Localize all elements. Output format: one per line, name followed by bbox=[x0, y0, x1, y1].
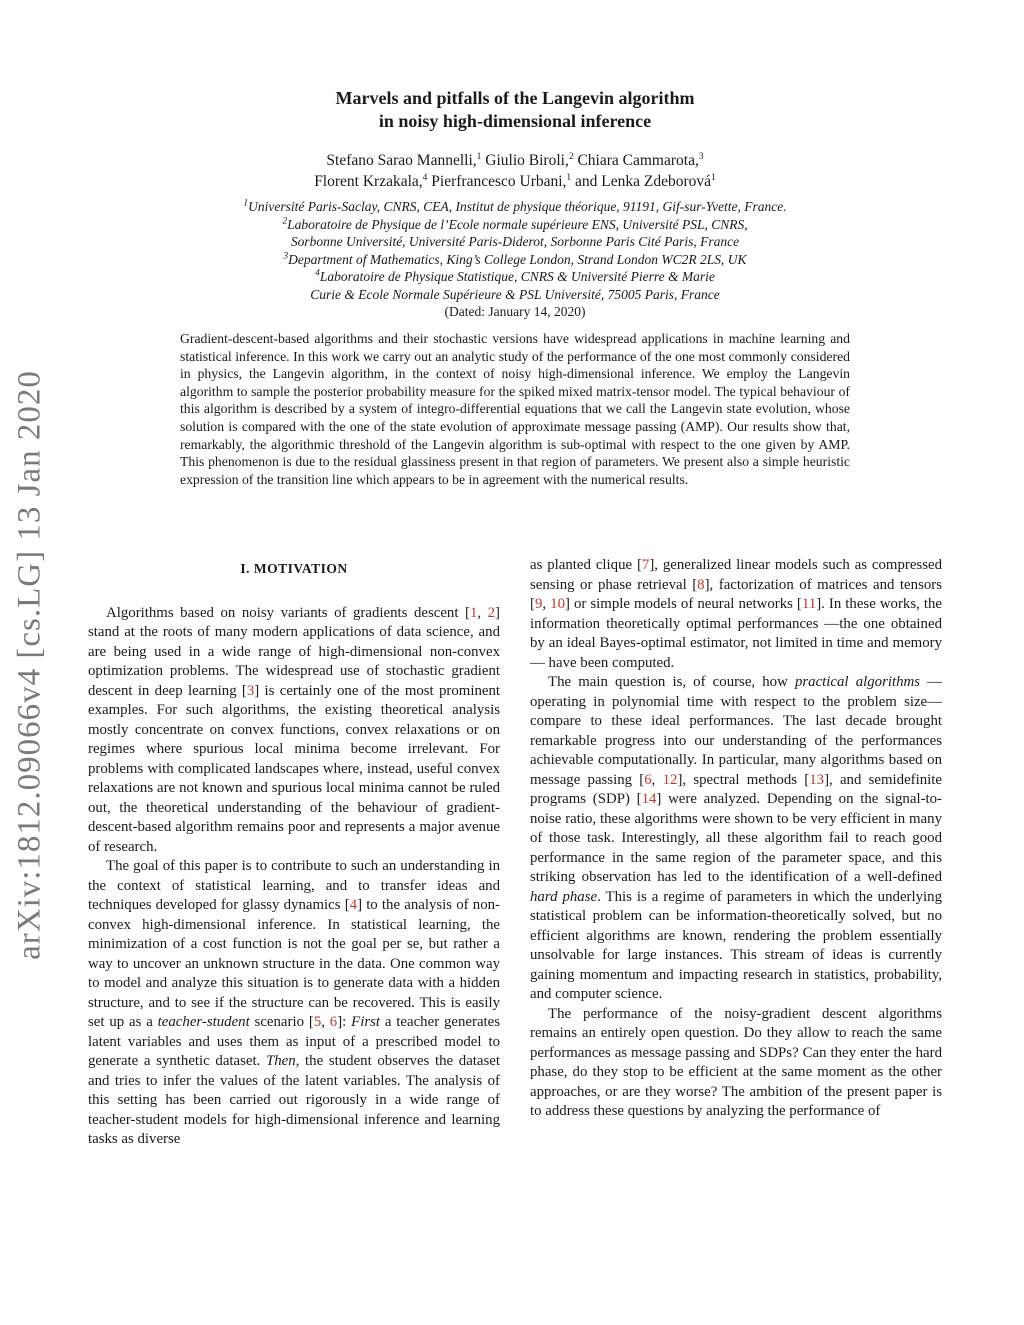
paragraph: The performance of the noisy-gradient descent algorithms remains an entirely open question. Do they allow to reach the same performances as message passing and SDPs? Can they enter the hard phase, do they stop to be efficient at the same moment as the other approaches, or are they worse? The ambition of the present paper is to address these questions by analyzing the performance of bbox=[530, 1005, 942, 1119]
text-run: The goal of this paper is to contribute to such an understanding in the context of statistical learning, and to transfer ideas and techniques developed for glassy dynamics [ bbox=[88, 858, 500, 913]
affiliation-text: Laboratoire de Physique Statistique, CNRS & Université Pierre & Marie bbox=[319, 269, 715, 284]
text-run: ]: bbox=[337, 1014, 352, 1030]
right-column bbox=[530, 556, 942, 1122]
citation-link[interactable]: 7 bbox=[641, 557, 650, 573]
citation-link[interactable]: 1 bbox=[469, 604, 478, 621]
affiliation-4 bbox=[150, 268, 880, 286]
text-run: —operating in polynomial time with respect to the problem size— compare to these ideal performances. The last decade brought remarkable progress into our understanding of the performances achievable computationally. In particular, many algorithms based on message passing [ bbox=[530, 674, 943, 788]
citation-link[interactable]: 4 bbox=[349, 897, 358, 913]
author-affil-mark: 1 bbox=[476, 151, 482, 162]
author-affil-mark: 1 bbox=[711, 172, 716, 183]
author-line-2 bbox=[150, 171, 880, 192]
author-name: Giulio Biroli, bbox=[481, 152, 569, 169]
arxiv-identifier bbox=[0, 365, 60, 965]
arxiv-id-text: arXiv:1812.09066v4 [cs.LG] 13 Jan 2020 bbox=[11, 370, 48, 960]
citation-link[interactable]: 13 bbox=[809, 771, 825, 788]
author-affil-mark: 1 bbox=[566, 172, 572, 183]
affiliation-mark: 3 bbox=[283, 251, 289, 261]
text-run: , bbox=[651, 771, 663, 788]
citation-link[interactable]: 6 bbox=[329, 1014, 338, 1030]
affiliation-text: Université Paris-Saclay, CNRS, CEA, Institut de physique théorique, 91191, Gif-sur-Yvette, France. bbox=[248, 199, 787, 214]
affiliation-3 bbox=[150, 251, 880, 269]
abstract: Gradient-descent-based algorithms and their stochastic versions have widespread applications in machine learning and statistical inference. In this work we carry out an analytic study of the performance of the one most commonly considered in physics, the Langevin algorithm, in the context of noisy high-dimensional inference. We employ the Langevin algorithm to sample the posterior probability measure for the spiked mixed matrix-tensor model. The typical behaviour of this algorithm is described by a system of integro-differential equations that we call the Langevin state evolution, whose solution is compared with the one of the state evolution of approximate message passing (AMP). Our results show that, remarkably, the algorithmic threshold of the Langevin algorithm is sub-optimal with respect to the one given by AMP. This phenomenon is due to the residual glassiness present in that region of parameters. We present also a simple heuristic expression of the transition line which appears to be in agreement with the numerical results. bbox=[180, 331, 850, 487]
text-run: ] stand at the roots of many modern applications of data science, and are being used in a wide range of high-dimensional non-convex optimization problems. The widespread use of stochastic gradient descent in deep learning [ bbox=[88, 604, 500, 699]
author-name: Stefano Sarao Mannelli, bbox=[326, 152, 477, 169]
author-line-1 bbox=[150, 150, 880, 171]
date-line: (Dated: January 14, 2020) bbox=[444, 304, 586, 319]
affiliation-4-cont: Curie & Ecole Normale Supérieure & PSL Université, 75005 Paris, France bbox=[310, 286, 720, 302]
paragraph bbox=[88, 857, 500, 1150]
emphasis: First bbox=[351, 1014, 381, 1030]
author-affil-mark: 2 bbox=[568, 151, 574, 162]
affiliations bbox=[150, 198, 880, 303]
emphasis: practical algorithms bbox=[794, 674, 921, 690]
affiliation-mark: 1 bbox=[243, 198, 249, 209]
text-run: ] were analyzed. Depending on the signal-to-noise ratio, these algorithms were shown to be very efficient in many of those task. Interestingly, all these algorithm fail to reach good performance in the same region of the parameter space, and this striking observation has led to the identification of a well-defined bbox=[530, 791, 943, 885]
text-run: ]. In these works, the information theoretically optimal performances —the one obtained by an ideal Bayes-optimal estimator, not limited in time and memory— have been computed. bbox=[530, 596, 943, 671]
citation-link[interactable]: 6 bbox=[644, 771, 652, 788]
citation-link[interactable]: 8 bbox=[697, 576, 705, 593]
paragraph bbox=[88, 604, 500, 858]
text-run: , bbox=[477, 604, 488, 621]
author-affil-mark: 4 bbox=[422, 172, 428, 183]
text-run: , the student observes the dataset and tries to infer the values of the latent variables. The analysis of this setting has been carried out rigorously in a wide range of teacher-student models for high-dimensional inference and learning tasks as diverse bbox=[88, 1053, 500, 1147]
citation-link[interactable]: 2 bbox=[487, 604, 496, 621]
text-run: scenario [ bbox=[249, 1014, 314, 1030]
text-run: ] or simple models of neural networks [ bbox=[564, 596, 802, 612]
author-list bbox=[150, 150, 880, 192]
citation-link[interactable]: 11 bbox=[801, 596, 817, 612]
author-name: Florent Krzakala, bbox=[314, 173, 423, 190]
left-column bbox=[88, 556, 500, 1150]
citation-link[interactable]: 14 bbox=[641, 791, 657, 807]
text-run: a teacher generates latent variables and uses them as input of a prescribed model to generate a synthetic dataset. bbox=[88, 1014, 501, 1069]
text-run: ], generalized linear models such as compressed sensing or phase retrieval [ bbox=[530, 557, 942, 593]
author-name: Pierfrancesco Urbani, bbox=[427, 173, 567, 190]
affiliation-text: Laboratoire de Physique de l’Ecole normale supérieure ENS, Université PSL, CNRS, bbox=[287, 216, 748, 232]
title-line-1: Marvels and pitfalls of the Langevin algorithm bbox=[335, 88, 695, 108]
affiliation-mark: 2 bbox=[282, 216, 288, 226]
paragraph bbox=[530, 556, 942, 673]
text-run: ], and semidefinite programs (SDP) [ bbox=[530, 771, 942, 807]
text-run: , bbox=[542, 596, 551, 612]
paper-title bbox=[180, 87, 850, 133]
affiliation-mark: 4 bbox=[315, 268, 320, 279]
title-line-2: in noisy high-dimensional inference bbox=[378, 111, 652, 131]
text-run: The main question is, of course, how bbox=[548, 674, 795, 690]
affiliation-text: Department of Mathematics, King’s College London, Strand London WC2R 2LS, UK bbox=[288, 251, 747, 267]
paragraph bbox=[530, 673, 942, 1005]
affiliation-2 bbox=[150, 216, 880, 234]
text-run: , bbox=[321, 1014, 330, 1030]
text-run: ], spectral methods [ bbox=[677, 771, 810, 788]
emphasis: hard phase bbox=[530, 888, 598, 905]
emphasis: Then bbox=[266, 1053, 296, 1069]
text-run: . This is a regime of parameters in which the underlying statistical problem can be information-theoretically solved, but no efficient algorithms are known, rendering the problem essentially unsolvable for large instances. This stream of ideas is currently gaining momentum and impacting research in statistics, probability, and computer science. bbox=[530, 888, 942, 1002]
emphasis: teacher-student bbox=[157, 1014, 250, 1030]
author-affil-mark: 3 bbox=[698, 151, 704, 162]
affiliation-2-cont: Sorbonne Université, Université Paris-Diderot, Sorbonne Paris Cité Paris, France bbox=[290, 234, 740, 249]
citation-link[interactable]: 10 bbox=[550, 596, 565, 612]
author-name: and Lenka Zdeborová bbox=[571, 173, 712, 190]
citation-link[interactable]: 9 bbox=[534, 596, 543, 612]
citation-link[interactable]: 5 bbox=[313, 1014, 322, 1030]
text-run: ] to the analysis of non-convex high-dimensional inference. In statistical learning, the minimization of a cost function is not the goal per se, but rather a way to uncover an unknown structure in the data. One common way to model and analyze this situation is to generate data with a hidden structure, and to see if the structure can be recovered. This is easily set up as a bbox=[88, 897, 500, 1030]
text-run: as planted clique [ bbox=[530, 557, 642, 573]
citation-link[interactable]: 12 bbox=[662, 771, 678, 788]
text-run: Algorithms based on noisy variants of gradients descent [ bbox=[106, 604, 470, 621]
text-run: ], factorization of matrices and tensors [ bbox=[530, 576, 942, 612]
citation-link[interactable]: 3 bbox=[246, 682, 255, 699]
text-run: ] is certainly one of the most prominent examples. For such algorithms, the existing theoretical analysis mostly concentrate on convex functions, convex relaxations or on regimes where spurious local minima become irrelevant. For problems with complicated landscapes where, instead, useful convex relaxations are not known and spurious local minima cannot be ruled out, the theoretical understanding of the behaviour of gradient-descent-based algorithm remains poor and represents a major avenue of research. bbox=[88, 682, 501, 855]
section-heading: I. MOTIVATION bbox=[240, 561, 348, 576]
affiliation-1 bbox=[150, 198, 880, 216]
author-name: Chiara Cammarota, bbox=[573, 152, 699, 169]
